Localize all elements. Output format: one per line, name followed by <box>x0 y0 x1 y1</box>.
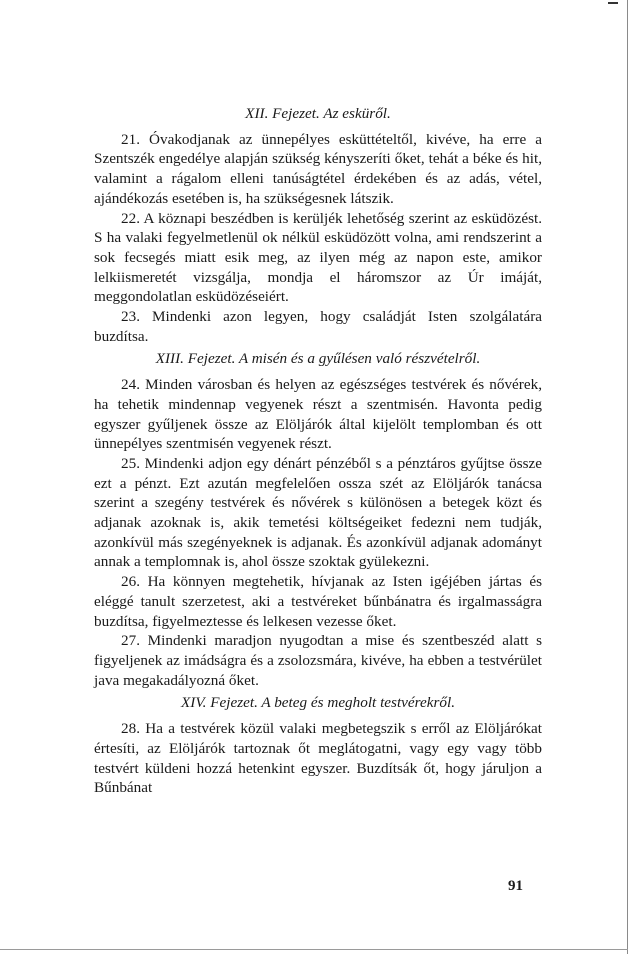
chapter-heading-13: XIII. Fejezet. A misén és a gyűlésen való részvételről. <box>155 350 481 368</box>
chapter-heading-14: XIV. Fejezet. A beteg és megholt testvérekről. <box>181 694 455 712</box>
paragraph-28: 28. Ha a testvérek közül valaki megbetegszik s erről az Elöljárókat értesíti, az Elöljárók tartoznak őt meglátogatni, vagy egy vagy több testvért küldeni hozzá hetenkint egyszer. Buzdítsák őt, hogy járuljon a Bűnbánat <box>94 720 542 797</box>
paragraph-26: 26. Ha könnyen megtehetik, hívjanak az Isten igéjében jártas és eléggé tanult szerzetest, aki a testvéreket bűnbánatra és irgalmasságra buzdítsa, figyelmeztesse és lelkesen vezesse őket. <box>94 573 542 630</box>
paragraph-27: 27. Mindenki maradjon nyugodtan a mise és szentbeszéd alatt s figyeljenek az imádságra és a zsolozsmára, kivéve, ha ebben a testvérület java megakadályozná őket. <box>94 632 542 689</box>
page-number: 91 <box>508 878 523 894</box>
paragraph-24: 24. Minden városban és helyen az egészséges testvérek és nővérek, ha tehetik mindennap vegyenek részt a szentmisén. Havonta pedig egyszer gyűljenek össze az Elöljárók által kijelölt templomban és ott ünnepélyes szentmisén vegyenek részt. <box>94 376 542 453</box>
paragraph-25: 25. Mindenki adjon egy dénárt pénzéből s a pénztáros gyűjtse össze ezt a pénzt. Ezt azután megfelelően ossza szét az Elöljárók tanácsa szerint a szegény testvérek és nővérek s különösen a betegek közt és adjanak azoknak is, akik temetési költségeiket fedezni nem tudják, azonkívül más szegényeknek is adjanak. És azonkívül adjanak adományt annak a templomnak is, ahol össze szoktak gyülekezni. <box>94 454 542 571</box>
chapter-heading-12: XII. Fejezet. Az esküről. <box>245 105 391 122</box>
paragraph-21: 21. Óvakodjanak az ünnepélyes esküttételtől, kivéve, ha erre a Szentszék engedélye alapján szükség kényszeríti őket, tehát a béke és hit, valamint a rágalom elleni tanúságtétel érdekében és az adás, vétel, ajándékozás esetében is, ha szükségesnek látszik. <box>94 130 542 207</box>
scan-corner-mark <box>608 2 618 10</box>
page-edge-bottom <box>0 949 628 950</box>
paragraph-23: 23. Mindenki azon legyen, hogy családját Isten szolgálatára buzdítsa. <box>94 308 542 345</box>
page-edge-right <box>627 0 628 954</box>
text-body <box>94 104 542 798</box>
paragraph-22: 22. A köznapi beszédben is kerüljék lehetőség szerint az esküdözést. S ha valaki fegyelmetlenül ok nélkül esküdözött volna, ami rendszerint a sok fecsegés miatt esik meg, az ilyen még az napon este, amikor lelkiismeretét vizsgálja, mondja el háromszor az Úr imáját, meggondolatlan esküdözéseiért. <box>94 209 542 306</box>
